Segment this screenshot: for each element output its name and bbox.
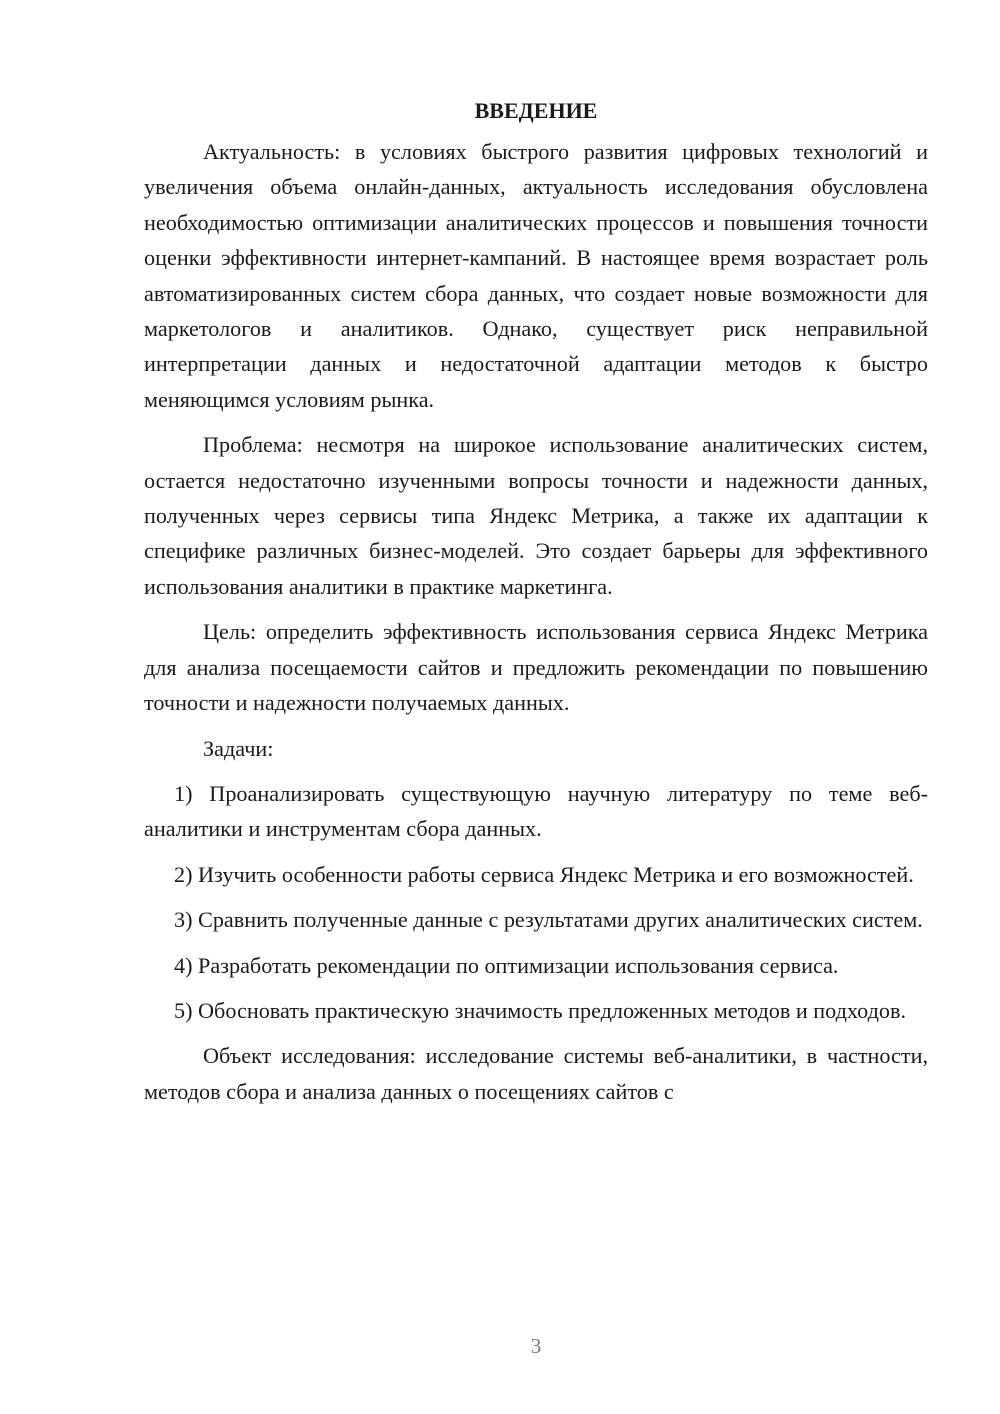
goal-paragraph: Цель: определить эффективность использования сервиса Яндекс Метрика для анализа посещаемости сайтов и предложить рекомендации по повышению точности и надежности получаемых данных. [144, 619, 928, 716]
tasks-label: Задачи: [203, 735, 274, 761]
page-title: ВВЕДЕНИЕ [474, 98, 598, 123]
task-item-3: 3) Сравнить полученные данные с результатами других аналитических систем. [174, 907, 923, 933]
task-item-4: 4) Разработать рекомендации по оптимизации использования сервиса. [174, 952, 839, 978]
task-item-1: 1) Проанализировать существующую научную литературу по теме веб-аналитики и инструментам сбора данных. [144, 780, 928, 842]
object-paragraph: Объект исследования: исследование системы веб-аналитики, в частности, методов сбора и анализа данных о посещениях сайтов с [144, 1043, 928, 1104]
problem-paragraph: Проблема: несмотря на широкое использование аналитических систем, остается недостаточно изученными вопросы точности и надежности данных, полученных через сервисы типа Яндекс Метрика, а также их адаптации к специфике различных бизнес-моделей. Это создает барьеры для эффективного использования аналитики в практике маркетинга. [144, 432, 928, 599]
page-number: 3 [530, 1334, 542, 1358]
task-item-5: 5) Обосновать практическую значимость предложенных методов и подходов. [174, 997, 907, 1023]
relevance-paragraph: Актуальность: в условиях быстрого развития цифровых технологий и увеличения объема онлайн-данных, актуальность исследования обусловлена необходимостью оптимизации аналитических процессов и повышения точности оценки эффективности интернет-кампаний. В настоящее время возрастает роль автоматизированных систем сбора данных, что создает новые возможности для маркетологов и аналитиков. Однако, существует риск неправильной интерпретации данных и недостаточной адаптации методов к быстро меняющимся условиям рынка. [144, 139, 928, 412]
document-page [144, 93, 928, 1119]
task-item-2: 2) Изучить особенности работы сервиса Яндекс Метрика и его возможностей. [174, 861, 914, 887]
